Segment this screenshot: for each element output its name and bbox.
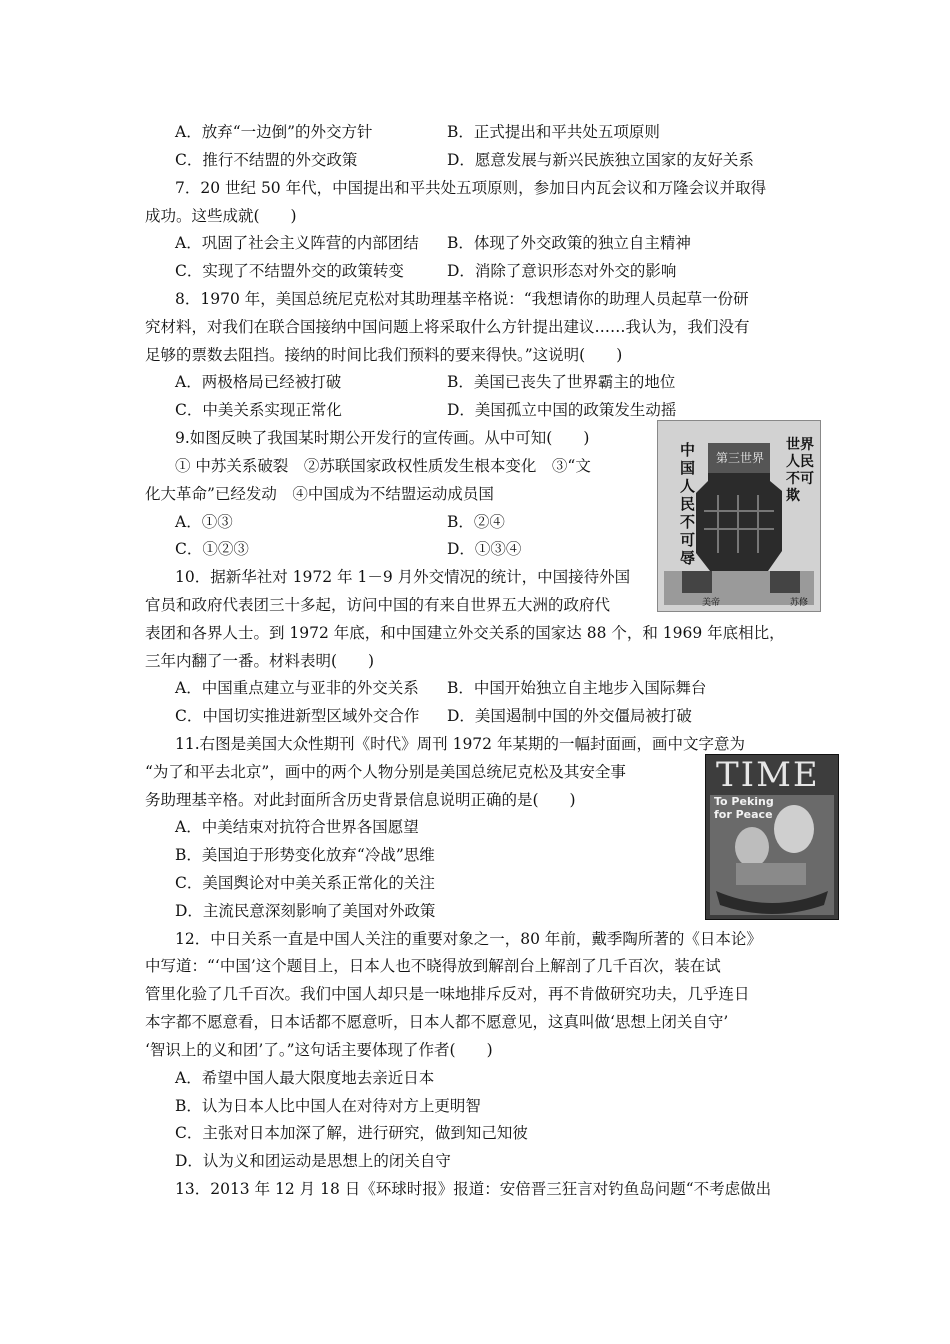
q7-stem-line-1: 7．20 世纪 50 年代，中国提出和平共处五项原则，参加日内瓦会议和万隆会议并取得 — [175, 179, 767, 197]
q11-stem-line-2: “为了和平去北京”，画中的两个人物分别是美国总统尼克松及其安全事 — [145, 763, 626, 781]
propaganda-poster-image — [657, 420, 821, 612]
q9-option-a: A．①③ — [175, 513, 233, 531]
q12-stem-line-3: 管里化验了几千百次。我们中国人却只是一味地排斥反对，再不肯做研究功夫，几乎连日 — [145, 985, 750, 1003]
q6-option-d: D．愿意发展与新兴民族独立国家的友好关系 — [447, 151, 754, 169]
q12-option-c: C．主张对日本加深了解，进行研究，做到知己知彼 — [175, 1124, 528, 1142]
q12-option-a: A．希望中国人最大限度地去亲近日本 — [175, 1069, 435, 1087]
q9-option-c: C．①②③ — [175, 540, 249, 558]
time-cover-image — [705, 754, 839, 920]
q9-stem-line-1: 9.如图反映了我国某时期公开发行的宣传画。从中可知( ) — [175, 429, 590, 447]
q11-option-d: D．主流民意深刻影响了美国对外政策 — [175, 902, 436, 920]
q11-option-a: A．中美结束对抗符合世界各国愿望 — [175, 818, 419, 836]
q10-stem-line-3: 表团和各界人士。到 1972 年底，和中国建立外交关系的国家达 88 个，和 1969 年底相比， — [145, 624, 785, 642]
poster-banner-text: 第三世界 — [716, 451, 765, 465]
q8-option-a: A．两极格局已经被打破 — [175, 373, 342, 391]
q10-option-b: B．中国开始独立自主地步入国际舞台 — [447, 679, 707, 697]
q8-option-c: C．中美关系实现正常化 — [175, 401, 342, 419]
q7-option-c: C．实现了不结盟外交的政策转变 — [175, 262, 404, 280]
q7-option-a: A．巩固了社会主义阵营的内部团结 — [175, 234, 419, 252]
q12-option-d: D．认为义和团运动是思想上的闭关自守 — [175, 1152, 451, 1170]
poster-left-slogan: 中国人民不可辱 — [680, 441, 696, 567]
q8-stem-line-2: 究材料，对我们在联合国接纳中国问题上将采取什么方针提出建议……我认为，我们没有 — [145, 318, 750, 336]
q10-stem-line-1: 10．据新华社对 1972 年 1－9 月外交情况的统计，中国接待外国 — [175, 568, 631, 586]
q6-option-b: B．正式提出和平共处五项原则 — [447, 123, 660, 141]
q11-option-b: B．美国迫于形势变化放弃“冷战”思维 — [175, 846, 435, 864]
poster-label-right: 苏修 — [790, 598, 809, 608]
q8-option-d: D．美国孤立中国的政策发生动摇 — [447, 401, 677, 419]
poster-right-slogan: 世界人民不可欺 — [786, 437, 814, 504]
time-masthead: TIME — [716, 755, 820, 795]
time-caption-line-1: To Peking — [714, 795, 774, 808]
q11-stem-line-3: 务助理基辛格。对此封面所含历史背景信息说明正确的是( ) — [145, 791, 576, 809]
q6-option-c: C．推行不结盟的外交政策 — [175, 151, 358, 169]
q9-option-d: D．①③④ — [447, 540, 522, 558]
poster-label-left: 美帝 — [702, 598, 721, 608]
q8-stem-line-3: 足够的票数去阻挡。接纳的时间比我们预料的要来得快。”这说明( ) — [145, 346, 623, 364]
q8-stem-line-1: 8．1970 年，美国总统尼克松对其助理基辛格说：“我想请你的助理人员起草一份研 — [175, 290, 749, 308]
q9-stem-line-3: 化大革命”已经发动 ④中国成为不结盟运动成员国 — [145, 485, 494, 503]
q10-option-d: D．美国遏制中国的外交僵局被打破 — [447, 707, 692, 725]
q7-option-d: D．消除了意识形态对外交的影响 — [447, 262, 677, 280]
q13-stem-line-1: 13．2013 年 12 月 18 日《环球时报》报道：安倍晋三狂言对钓鱼岛问题“不考虑做出 — [175, 1180, 772, 1198]
q9-option-b: B．②④ — [447, 513, 505, 531]
q12-option-b: B．认为日本人比中国人在对待对方上更明智 — [175, 1097, 481, 1115]
q8-option-b: B．美国已丧失了世界霸主的地位 — [447, 373, 676, 391]
q11-stem-line-1: 11.右图是美国大众性期刊《时代》周刊 1972 年某期的一幅封面画，画中文字意为 — [175, 735, 745, 753]
q10-option-a: A．中国重点建立与亚非的外交关系 — [175, 679, 419, 697]
q11-option-c: C．美国舆论对中美关系正常化的关注 — [175, 874, 435, 892]
q7-option-b: B．体现了外交政策的独立自主精神 — [447, 234, 691, 252]
q12-stem-line-4: 本字都不愿意看，日本话都不愿意听，日本人都不愿意见，这真叫做‘思想上闭关自守’ — [145, 1013, 729, 1031]
q6-option-a: A．放弃“一边倒”的外交方针 — [175, 123, 373, 141]
q10-stem-line-2: 官员和政府代表团三十多起，访问中国的有来自世界五大洲的政府代 — [145, 596, 611, 614]
q12-stem-line-1: 12．中日关系一直是中国人关注的重要对象之一，80 年前，戴季陶所著的《日本论》 — [175, 930, 762, 948]
q9-stem-line-2: ① 中苏关系破裂 ②苏联国家政权性质发生根本变化 ③“文 — [175, 457, 591, 475]
q7-stem-line-2: 成功。这些成就( ) — [145, 207, 297, 225]
q12-stem-line-2: 中写道：“‘中国’这个题目上，日本人也不晓得放到解剖台上解剖了几千百次，装在试 — [145, 957, 721, 975]
time-caption-line-2: for Peace — [714, 808, 773, 821]
q12-stem-line-5: ‘智识上的义和团’了。”这句话主要体现了作者( ) — [145, 1041, 493, 1059]
q10-option-c: C．中国切实推进新型区域外交合作 — [175, 707, 420, 725]
q10-stem-line-4: 三年内翻了一番。材料表明( ) — [145, 652, 375, 670]
